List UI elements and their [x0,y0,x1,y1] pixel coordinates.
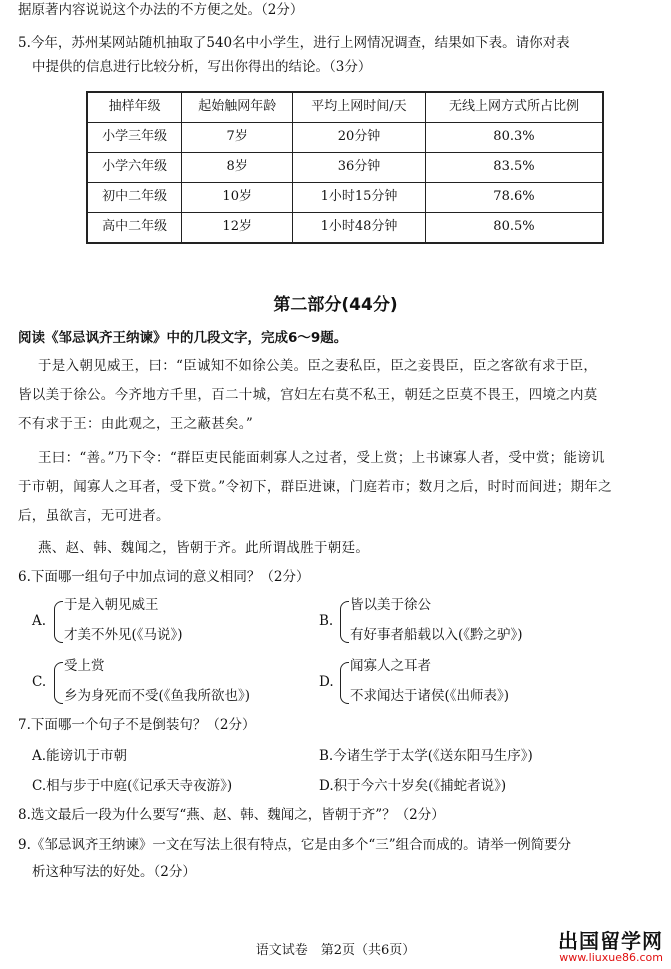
q6-option-a-label: A. [32,613,47,629]
table-cell: 80.5% [425,213,603,244]
table-cell: 小学六年级 [87,153,182,183]
question-9-line1: 9.《邹忌讽齐王纳谏》一文在写法上很有特点，它是由多个“三”组合而成的。请举一例简要分 [18,837,572,853]
passage-p1-line2: 皆以美于徐公。今齐地方千里，百二十城，宫妇左右莫不私王，朝廷之臣莫不畏王，四境之内莫 [18,387,598,403]
q6-option-d-sentence1: 闻寡人之耳者 [350,658,431,674]
q7-option-a: A.能谤讥于市朝 [32,748,128,764]
q6-option-d-sentence2: 不求闻达于诸侯(《出师表》) [350,688,510,704]
q7-option-b: B.今诸生学于太学(《送东阳马生序》) [319,748,533,764]
table-cell: 1小时15分钟 [293,183,426,213]
table-header-row [87,92,603,123]
q6-option-b-label: B. [319,613,334,629]
passage-p2-line2: 于市朝，闻寡人之耳者，受下赏。”令初下，群臣进谏，门庭若市；数月之后，时时而间进；期年之 [18,479,612,495]
q6-option-b-sentence2: 有好事者船载以入(《黔之驴》) [350,627,523,643]
table-cell: 1小时48分钟 [293,213,426,244]
table-cell: 83.5% [425,153,603,183]
table-row [87,123,603,153]
watermark-logo [558,930,663,964]
question-9-line2: 析这种写法的好处。（2分） [32,864,196,880]
survey-table [86,91,604,244]
table-cell: 20分钟 [293,123,426,153]
watermark-url: www.liuxue86.com [559,951,663,964]
watermark-title: 出国留学网 [558,929,663,953]
table-cell: 小学三年级 [87,123,182,153]
table-cell: 80.3% [425,123,603,153]
table-cell: 10岁 [182,183,293,213]
q7-option-c: C.相与步于中庭(《记承天寺夜游》) [32,778,233,794]
question-5-line1: 5.今年，苏州某网站随机抽取了540名中小学生，进行上网情况调查，结果如下表。请你对表 [18,35,570,51]
table-cell: 12岁 [182,213,293,244]
q6-option-c-sentence1: 受上赏 [64,658,105,674]
table-cell: 36分钟 [293,153,426,183]
passage-p1-line1: 于是入朝见威王，曰：“臣诚知不如徐公美。臣之妻私臣，臣之妾畏臣，臣之客欲有求于臣， [38,358,598,374]
q6-option-d-label: D. [319,674,334,690]
q6-option-c-sentence2: 乡为身死而不受(《鱼我所欲也》) [64,688,251,704]
question-4-tail: 据原著内容说说这个办法的不方便之处。（2分） [18,2,304,18]
passage-p2-line1: 王曰：“善。”乃下令：“群臣吏民能面刺寡人之过者，受上赏；上书谏寡人者，受中赏；能谤讥 [38,450,605,466]
table-cell: 8岁 [182,153,293,183]
question-7-stem: 7.下面哪一个句子不是倒装句？（2分） [18,717,256,733]
passage-p2-line3: 后，虽欲言，无可进者。 [18,508,170,524]
table-cell: 初中二年级 [87,183,182,213]
table-row [87,183,603,213]
table-header: 平均上网时间/天 [293,92,426,123]
table-cell: 78.6% [425,183,603,213]
table-header: 无线上网方式所占比例 [425,92,603,123]
table-header: 起始触网年龄 [182,92,293,123]
brace-icon [340,662,349,704]
question-8: 8.选文最后一段为什么要写“燕、赵、韩、魏闻之，皆朝于齐”？（2分） [18,807,445,823]
section-title: 第二部分(44分) [273,295,398,315]
q6-option-b-sentence1: 皆以美于徐公 [350,597,431,613]
q7-option-d: D.积于今六十岁矣(《捕蛇者说》) [319,778,507,794]
brace-icon [340,601,349,643]
table-header: 抽样年级 [87,92,182,123]
q6-option-a-sentence2: 才美不外见(《马说》) [64,627,183,643]
page-footer: 语文试卷 第2页（共6页） [255,943,416,958]
reading-intro: 阅读《邹忌讽齐王纳谏》中的几段文字，完成6～9题。 [18,330,348,346]
question-5-line2: 中提供的信息进行比较分析，写出你得出的结论。（3分） [32,59,372,75]
q6-option-a-sentence1: 于是入朝见威王 [64,597,159,613]
brace-icon [54,662,63,704]
question-6-stem: 6.下面哪一组句子中加点词的意义相同？（2分） [18,569,310,585]
table-cell: 7岁 [182,123,293,153]
brace-icon [54,601,63,643]
passage-p1-line3: 不有求于王：由此观之，王之蔽甚矣。” [18,416,254,432]
table-cell: 高中二年级 [87,213,182,244]
table-row [87,213,603,244]
table-row [87,153,603,183]
q6-option-c-label: C. [32,674,47,690]
passage-p3: 燕、赵、韩、魏闻之，皆朝于齐。此所谓战胜于朝廷。 [38,540,370,556]
